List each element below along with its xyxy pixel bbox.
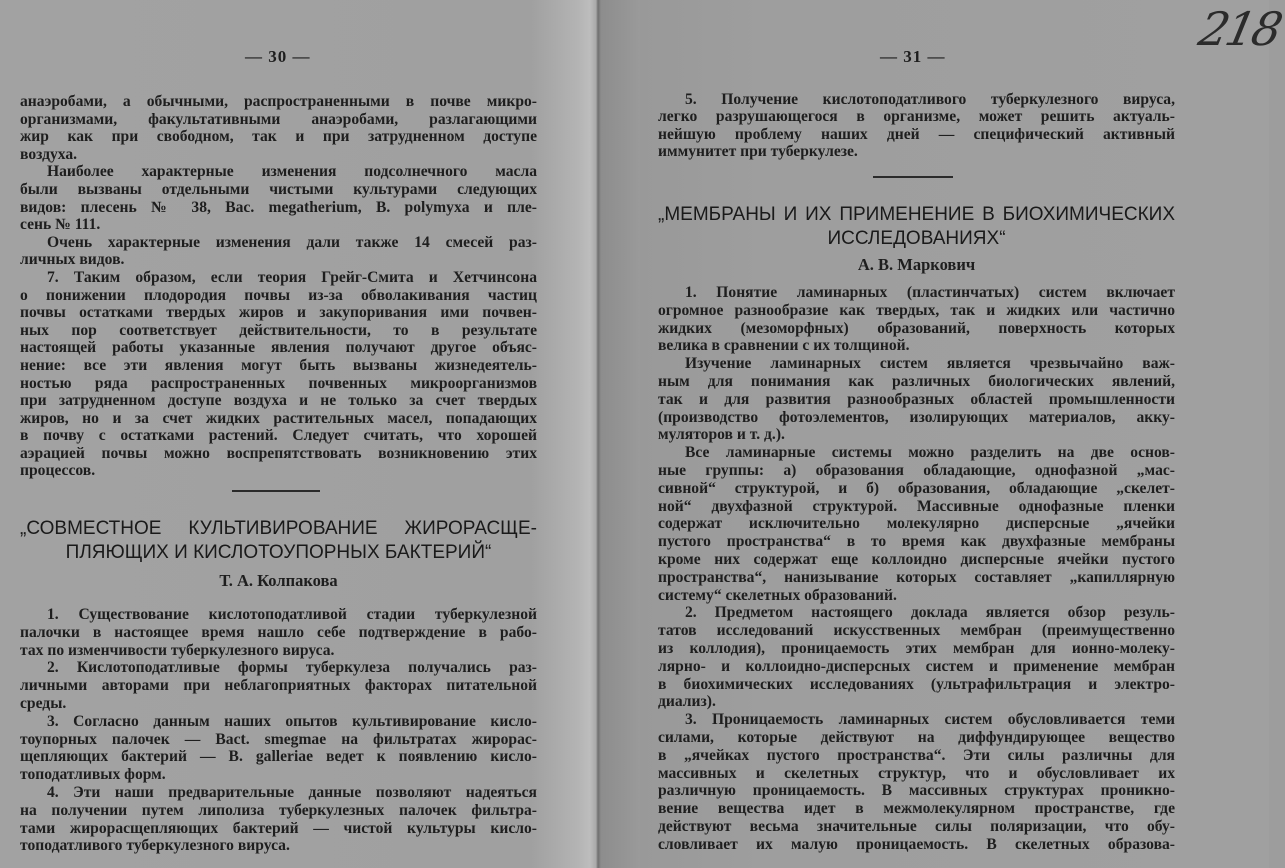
text-line: жиров, но и за счет жидких растительных масел, попадающих	[20, 409, 537, 427]
text-line: 3. Проницаемость ламинарных систем обусловливается теми	[685, 711, 1175, 729]
text-line: Наиболее характерные изменения подсолнечного масла	[47, 163, 537, 181]
text-line: различную проницаемость. В массивных структурах проникно-	[658, 782, 1175, 800]
text-line: топодатливых форм.	[20, 766, 166, 784]
text-line: при затрудненном доступе воздуха и не только за счет твердых	[20, 392, 537, 410]
paragraph	[20, 606, 537, 659]
text-line: анаэробами, а обычными, распространенными в почве микро-	[20, 93, 537, 110]
text-line: содержат исключительно молекулярно дисперсные „ячейки	[658, 515, 1175, 533]
title-line: „СОВМЕСТНОЕ КУЛЬТИВИРОВАНИЕ ЖИРОРАСЩЕ-	[20, 518, 537, 539]
paragraph	[20, 269, 537, 480]
text-line: топодатливого туберкулезного вируса.	[20, 837, 290, 855]
text-block	[658, 284, 1175, 854]
text-line: лярно- и коллоидно-дисперсных систем и применение мембран	[658, 657, 1175, 675]
text-line: личных видов.	[20, 251, 125, 269]
text-line: воздуха.	[20, 145, 78, 163]
text-line: почвы остатками твердых жиров и закупоривания ими почвен-	[20, 304, 537, 322]
text-line: сивной“ структурой, и б) образования, обладающие „скелет-	[658, 479, 1175, 497]
left-page	[0, 0, 590, 868]
text-line: силами, которые действуют на диффундирующее вещество	[658, 728, 1175, 746]
text-line: 1. Существование кислотоподатливой стадии туберкулезной	[47, 606, 537, 623]
text-line: вение вещества идет в межмолекулярном пространстве, где	[658, 800, 1175, 818]
text-line: велика в сравнении с их толщиной.	[658, 337, 910, 355]
text-line: иммунитет при туберкулезе.	[658, 143, 858, 161]
text-line: о понижении плодородия почвы из-за обволакивания частиц	[20, 286, 537, 304]
text-line: 4. Эти наши предварительные данные позволяют надеяться	[47, 783, 537, 801]
text-block	[20, 606, 537, 855]
text-line: ные группы: а) образования обладающие, однофазной „мас-	[658, 461, 1175, 479]
book-gutter	[590, 0, 640, 868]
text-line: жидких (мезоморфных) образований, поверхность которых	[658, 319, 1175, 337]
text-line: жир как при свободном, так и при затрудненном доступе	[20, 128, 537, 146]
text-line: 7. Таким образом, если теория Грейг-Смита и Хетчинсона	[47, 268, 537, 286]
paragraph	[658, 711, 1175, 853]
paragraph	[658, 604, 1175, 711]
text-line: словливает их малую проницаемость. В скелетных образова-	[658, 835, 1175, 853]
text-line: тах по изменчивости туберкулезного вируса.	[20, 641, 335, 659]
text-line: действуют весьма значительные силы поляризации, что обу-	[658, 817, 1175, 835]
text-line: тоупорных палочек — Bact. smegmae на фильтратах жирорас-	[20, 730, 537, 748]
section-divider	[232, 490, 320, 492]
text-line: Изучение ламинарных систем является чрезвычайно важ-	[685, 355, 1175, 373]
text-line: сень № 111.	[20, 216, 101, 234]
paragraph	[658, 355, 1175, 444]
handwritten-page-number: 218	[1194, 2, 1285, 56]
text-line: пространства“, нанизывание которых составляет „капиллярную	[658, 568, 1175, 586]
article-author: А. В. Маркович	[857, 255, 976, 274]
text-line: личными авторами при неблагоприятных факторах питательной	[20, 677, 537, 695]
text-line: на получении путем липолиза туберкулезных палочек фильтра-	[20, 801, 537, 819]
paragraph	[658, 284, 1175, 355]
paragraph	[20, 784, 537, 855]
paragraph	[658, 444, 1175, 604]
text-line: кроме них содержат еще коллоидно дисперсные ячейки пустого	[658, 550, 1175, 568]
article-title	[658, 203, 1175, 251]
title-line: ИССЛЕДОВАНИЯХ“	[827, 228, 1006, 249]
text-line: 2. Кислотоподатливые формы туберкулеза получались раз-	[47, 659, 537, 677]
text-line: татов исследований искусственных мембран (преимущественно	[658, 622, 1175, 640]
title-line: „МЕМБРАНЫ И ИХ ПРИМЕНЕНИЕ В БИОХИМИЧЕСКИХ	[658, 204, 1175, 225]
text-line: процессов.	[20, 462, 96, 480]
text-line: палочки в настоящее время нашло себе подтверждение в рабо-	[20, 623, 537, 641]
text-line: Очень характерные изменения дали также 14 смесей раз-	[47, 233, 537, 251]
text-line: были вызваны отдельными чистыми культурами следующих	[20, 180, 537, 198]
text-line: настоящей работы указанные явления получают другое объяс-	[20, 339, 537, 357]
paragraph	[20, 234, 537, 269]
text-line: из коллодия), проницаемость этих мембран для ионно-молеку-	[658, 639, 1175, 657]
text-line: 1. Понятие ламинарных (пластинчатых) систем включает	[685, 284, 1175, 301]
text-line: среды.	[20, 694, 67, 712]
text-line: видов: плесень № 38, Bac. megatherium, B. polymyxa и пле-	[20, 198, 537, 216]
text-block	[658, 91, 1175, 161]
text-line: ным для понимания как различных биологических явлений,	[658, 372, 1175, 390]
text-line: систему“ скелетных образований.	[658, 586, 897, 604]
title-line: ПЛЯЮЩИХ И КИСЛОТОУПОРНЫХ БАКТЕРИЙ“	[65, 542, 492, 563]
text-line: в „ячейках пустого пространства“. Эти силы различны для	[658, 746, 1175, 764]
text-line: 3. Согласно данным наших опытов культивирование кисло-	[47, 712, 537, 730]
paragraph	[20, 713, 537, 784]
section-divider	[873, 176, 953, 178]
text-line: нение: все эти явления могут быть вызваны жизнедеятель-	[20, 356, 537, 374]
text-line: муляторов и т. д.).	[658, 426, 785, 444]
article-title	[20, 517, 537, 565]
paragraph	[20, 659, 537, 712]
paragraph	[20, 163, 537, 233]
text-line: огромное разнообразие как твердых, так и жидких или частично	[658, 301, 1175, 319]
text-line: диализ).	[658, 693, 716, 711]
text-line: организмами, факультативными анаэробами, разлагающими	[20, 110, 537, 128]
text-block	[20, 93, 537, 480]
text-line: так и для развития разнообразных областей промышленности	[658, 390, 1175, 408]
text-line: щепляющих бактерий — B. galleriae ведет к появлению кисло-	[20, 748, 537, 766]
text-line: в биохимических исследованиях (ультрафильтрация и электро-	[658, 675, 1175, 693]
text-line: 2. Предметом настоящего доклада является обзор резуль-	[685, 604, 1175, 622]
text-line: пустого пространства“ в то время как двухфазные мембраны	[658, 533, 1175, 551]
text-line: в почву с остатками растений. Следует считать, что хорошей	[20, 427, 537, 445]
article-author: Т. А. Колпакова	[219, 571, 338, 590]
right-page	[640, 0, 1269, 868]
text-line: нейшую проблему наших дней — специфический активный	[658, 125, 1175, 143]
text-line: аэрацией почвы можно воспрепятствовать возникновению этих	[20, 444, 537, 462]
text-line: легко разрушающегося в организме, может решить актуаль-	[658, 108, 1175, 126]
text-line: ной“ двухфазной структурой. Массивные однофазные пленки	[658, 497, 1175, 515]
text-line: (производство фотоэлементов, изолирующих материалов, акку-	[658, 408, 1175, 426]
text-line: 5. Получение кислотоподатливого туберкулезного вируса,	[685, 91, 1175, 108]
page-number: — 31 —	[880, 47, 946, 66]
text-line: массивных и скелетных структур, что и обусловливает их	[658, 764, 1175, 782]
text-line: ных пор соответствует действительности, то в результате	[20, 321, 537, 339]
paragraph	[20, 93, 537, 163]
paragraph	[658, 91, 1175, 161]
text-line: ностью ряда распространенных почвенных микроорганизмов	[20, 374, 537, 392]
text-line: Все ламинарные системы можно разделить на две основ-	[685, 444, 1175, 462]
page-number: — 30 —	[245, 47, 311, 66]
text-line: тами жирорасщепляющих бактерий — чистой культуры кисло-	[20, 819, 537, 837]
